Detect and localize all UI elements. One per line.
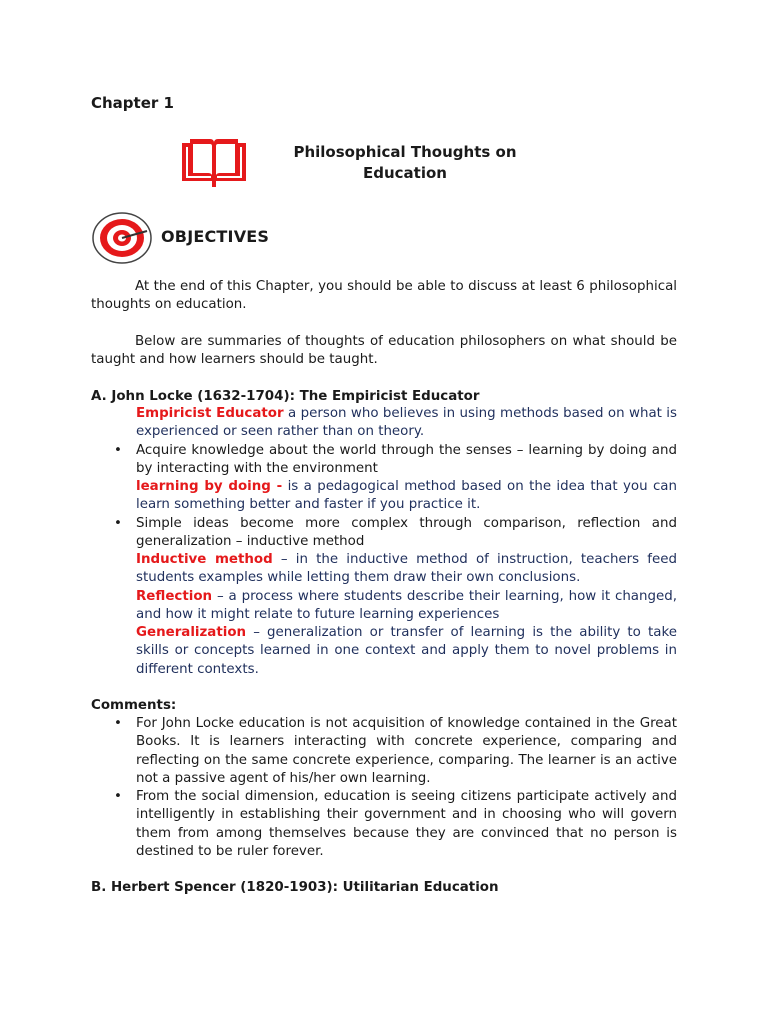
term-inductive-method: Inductive method — [136, 552, 273, 567]
chapter-label: Chapter 1 — [91, 94, 174, 112]
title-line-2: Education — [363, 164, 447, 182]
term-empiricist-educator: Empiricist Educator — [136, 406, 284, 421]
bullet-marker: • — [114, 516, 122, 531]
comments-heading: Comments: — [91, 698, 177, 713]
intro-paragraph-2: Below are summaries of thoughts of education philosophers on what should be taught and how learners should be taught. — [91, 334, 677, 368]
bullet-marker: • — [114, 716, 122, 731]
book-icon — [178, 137, 250, 189]
definition-text: is a pedagogical method based on the idea that you can learn something better and faster if you practice it. — [136, 479, 677, 513]
comment-item-2: From the social dimension, education is seeing citizens participate actively and intelligently in establishing their government and in choosing who will govern them from among themselves because they are convinced that no person is destined to be ruler forever. — [136, 789, 677, 859]
definition-text: a person who believes in using methods based on what is experienced or seen rather than on theory. — [136, 406, 677, 440]
bullet-marker: • — [114, 443, 122, 458]
bullet-marker: • — [114, 789, 122, 804]
comment-item-1: For John Locke education is not acquisition of knowledge contained in the Great Books. It is learners interacting with concrete experience, comparing and reflecting on the same concrete experience, comparing. The learner is an active not a passive agent of his/her own learning. — [136, 716, 677, 786]
intro-paragraph-1: At the end of this Chapter, you should be able to discuss at least 6 philosophical thoughts on education. — [91, 279, 677, 313]
bullet-simple-ideas: Simple ideas become more complex through comparison, reflection and generalization – inductive method — [136, 516, 677, 550]
definition-learning-by-doing — [136, 478, 677, 515]
term-reflection: Reflection — [136, 589, 213, 604]
term-generalization: Generalization — [136, 625, 247, 640]
definition-empiricist-educator — [136, 405, 677, 442]
definition-reflection — [136, 588, 677, 625]
objectives-heading: OBJECTIVES — [161, 227, 270, 246]
definition-inductive-method — [136, 551, 677, 588]
title-line-1: Philosophical Thoughts on — [293, 143, 517, 161]
target-icon — [91, 211, 153, 265]
bullet-senses: Acquire knowledge about the world through the senses – learning by doing and by interacting with the environment — [136, 443, 677, 477]
definition-text: – a process where students describe their learning, how it changed, and how it might relate to future learning experiences — [136, 589, 677, 623]
definition-text: – generalization or transfer of learning is the ability to take skills or concepts learned in one context and apply them to novel problems in different contexts. — [136, 625, 677, 677]
definition-text: – in the inductive method of instruction, teachers feed students examples while letting them draw their own conclusions. — [136, 552, 678, 586]
page-title — [260, 142, 550, 184]
definition-generalization — [136, 624, 677, 679]
section-a-heading: A. John Locke (1632-1704): The Empiricist Educator — [91, 389, 480, 404]
section-b-heading: B. Herbert Spencer (1820-1903): Utilitarian Education — [91, 880, 499, 895]
term-learning-by-doing: learning by doing - — [136, 479, 283, 494]
